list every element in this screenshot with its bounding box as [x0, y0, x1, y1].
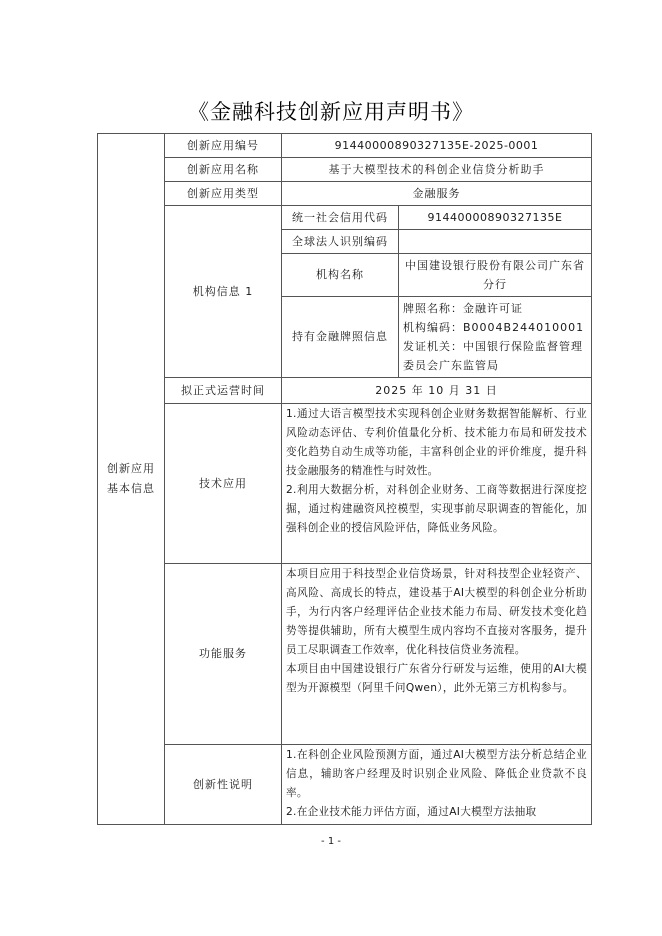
- tech-paragraph: 1.通过大语言模型技术实现科创企业财务数据智能解析、行业风险动态评估、专利价值量化分析、技术能力布局和研发技术变化趋势自动生成等功能，丰富科创企业的评价维度，提升科技金融服务的精准性与时效性。: [286, 408, 588, 477]
- license-issuer: 发证机关：中国银行保险监督管理委员会广东监管局: [403, 340, 583, 372]
- declaration-table: [97, 133, 592, 825]
- launch-time-value: 2025 年 10 月 31 日: [282, 378, 592, 404]
- credit-code-label: 统一社会信用代码: [282, 206, 399, 230]
- lei-label: 全球法人识别编码: [282, 230, 399, 254]
- app-name-value: 基于大模型技术的科创企业信贷分析助手: [282, 158, 592, 182]
- app-name-label: 创新应用名称: [165, 158, 282, 182]
- function-paragraph: 本项目由中国建设银行广东省分行研发与运维，使用的AI大模型为开源模型（阿里千问Qwen），此外无第三方机构参与。: [286, 663, 588, 694]
- section-label: 创新应用 基本信息: [98, 134, 165, 825]
- function-label: 功能服务: [165, 564, 282, 745]
- launch-time-label: 拟正式运营时间: [165, 378, 282, 404]
- innovation-content: [282, 745, 592, 825]
- tech-label: 技术应用: [165, 404, 282, 564]
- app-no-value: 91440000890327135E-2025-0001: [282, 134, 592, 158]
- institution-name-label: 机构名称: [282, 254, 399, 297]
- institution-label: 机构信息 1: [165, 206, 282, 378]
- app-no-label: 创新应用编号: [165, 134, 282, 158]
- license-code: 机构编码：B0004B244010001: [403, 321, 585, 334]
- lei-value: [399, 230, 592, 254]
- app-type-value: 金融服务: [282, 182, 592, 206]
- credit-code-value: 91440000890327135E: [399, 206, 592, 230]
- document-title: 《金融科技创新应用声明书》: [188, 100, 474, 124]
- license-name: 牌照名称：金融许可证: [403, 302, 523, 315]
- tech-paragraph: 2.利用大数据分析，对科创企业财务、工商等数据进行深度挖掘，通过构建融资风控模型，实现事前尽职调查的智能化，加强科创企业的授信风险评估，降低业务风险。: [286, 484, 588, 534]
- license-label: 持有金融牌照信息: [282, 297, 399, 378]
- function-paragraph: 本项目应用于科技型企业信贷场景，针对科技型企业轻资产、高风险、高成长的特点，建设基于AI大模型的科创企业分析助手，为行内客户经理评估企业技术能力布局、研发技术变化趋势等提供辅助，所有大模型生成内容均不直接对客服务，提升员工尽职调查工作效率，优化科技信贷业务流程。: [286, 568, 588, 656]
- institution-name-value: 中国建设银行股份有限公司广东省分行: [399, 254, 592, 297]
- license-info: [399, 297, 592, 378]
- page-number: - 1 -: [321, 836, 341, 847]
- function-content: [282, 564, 592, 745]
- app-type-label: 创新应用类型: [165, 182, 282, 206]
- innovation-paragraph: 2.在企业技术能力评估方面，通过AI大模型方法抽取: [286, 806, 537, 818]
- innovation-label: 创新性说明: [165, 745, 282, 825]
- tech-content: [282, 404, 592, 564]
- innovation-paragraph: 1.在科创企业风险预测方面，通过AI大模型方法分析总结企业信息，辅助客户经理及时识别企业风险、降低企业贷款不良率。: [286, 749, 588, 799]
